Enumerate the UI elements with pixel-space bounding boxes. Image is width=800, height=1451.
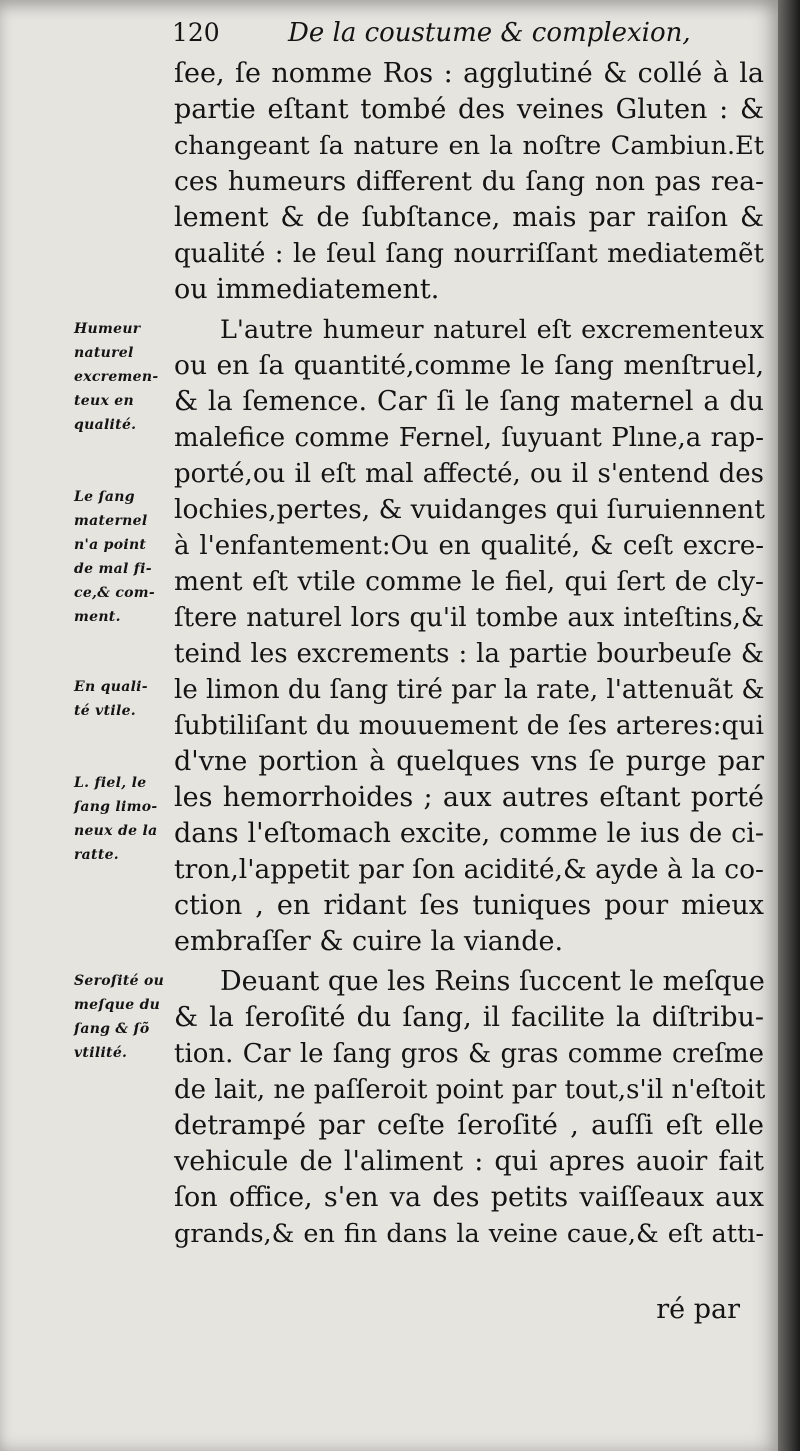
margin-note-line: neux de la [74, 823, 158, 839]
margin-note-line: Humeur [74, 321, 141, 337]
text-line: & la ſeroſité du ſang, il facilite la diſtribu- [174, 1002, 764, 1033]
text-line: tron,l'appetit par ſon acidité,& ayde à la co- [174, 854, 764, 885]
text-line: changeant ſa nature en la noſtre Cambiun.Et [174, 131, 764, 161]
text-line: partie eſtant tombé des veines Gluten : & [174, 94, 764, 125]
text-line: lement & de ſubſtance, mais par raiſon & [174, 202, 764, 233]
margin-note-line: excremen- [74, 369, 159, 385]
text-line: de lait, ne paſſeroit point par tout,s'il n'eſtoit [174, 1075, 766, 1105]
text-line: le limon du ſang tiré par la rate, l'attenuãt & [174, 675, 765, 705]
text-line: tion. Car le ſang gros & gras comme creſme [174, 1039, 764, 1069]
text-line: ou immediatement. [174, 274, 440, 305]
margin-note-line: n'a point [74, 537, 147, 553]
margin-note-line: vtilité. [74, 1045, 128, 1061]
text-line: d'vne portion à quelques vns ſe purge par [174, 746, 764, 777]
text-line: ſubtiliſant du mouuement de ſes arteres:qui [174, 710, 764, 741]
text-line: malefice comme Fernel, ſuyuant Plıne,a rap- [174, 423, 764, 453]
margin-note-line: teux en [74, 393, 134, 409]
text-line: lochies,pertes, & vuidanges qui ſuruiennent [174, 494, 765, 525]
text-line: & la ſemence. Car ſi le ſang maternel a du [174, 386, 764, 417]
text-line: vehicule de l'aliment : qui apres auoir fait [174, 1146, 764, 1177]
text-line: embraſſer & cuire la viande. [174, 926, 564, 957]
text-line: dans l'eſtomach excite, comme le ius de ci- [174, 818, 764, 849]
margin-note-line: ment. [74, 609, 121, 625]
text-line: detrampé par ceſte ſeroſité , auſſi eſt elle [174, 1110, 764, 1141]
margin-note-line: naturel [74, 345, 134, 361]
margin-note-line: ratte. [74, 847, 119, 863]
text-line: à l'enfantement:Ou en qualité, & ceſt excre- [174, 531, 764, 561]
margin-note-line: té vtile. [74, 703, 136, 719]
text-line: ſon office, s'en va des petits vaiſſeaux aux [174, 1182, 764, 1213]
margin-note-line: ſang & ſõ [74, 1021, 150, 1037]
text-line: ſee, ſe nomme Ros : agglutiné & collé à la [174, 58, 764, 89]
text-line: porté,ou il eſt mal affecté, ou il s'entend des [174, 459, 764, 489]
page-number: 120 [172, 18, 220, 47]
text-line: ces humeurs different du ſang non pas rea- [174, 166, 764, 197]
margin-note-line: meſque du [74, 997, 161, 1013]
text-line: ou en ſa quantité,comme le ſang menſtruel, [174, 350, 764, 381]
margin-note-line: ce,& com- [74, 585, 156, 601]
catchword: ré par [656, 1294, 740, 1325]
page-header [170, 18, 770, 54]
text-line: Deuant que les Reins ſuccent le meſque [220, 966, 765, 997]
text-line: ſtere naturel lors qu'il tombe aux inteſtins,& [174, 603, 764, 633]
text-line: teind les excrements : la partie bourbeuſe & [174, 639, 764, 669]
margin-note-line: Le ſang [74, 489, 135, 505]
text-line: les hemorrhoides ; aux autres eſtant porté [174, 782, 764, 813]
margin-note-line: Seroſité ou [74, 973, 165, 989]
running-title: De la coustume & complexion, [288, 18, 691, 48]
text-line: qualité : le ſeul ſang nourriſſant mediatemẽt [174, 239, 764, 269]
text-line: grands,& en fin dans la veine caue,& eſt attı- [174, 1219, 764, 1249]
margin-note-line: En quali- [74, 679, 148, 695]
text-line: ction , en ridant ſes tuniques pour mieux [174, 890, 764, 921]
margin-note-line: qualité. [74, 417, 137, 433]
book-spine-shadow [778, 0, 800, 1451]
text-line: L'autre humeur naturel eſt excrementeux [220, 315, 764, 345]
margin-note-line: de mal fi- [74, 561, 152, 577]
margin-note-line: ſang limo- [74, 799, 158, 815]
text-line: ment eſt vtile comme le fiel, qui ſert de cly- [174, 566, 764, 597]
margin-note-line: L. fiel, le [74, 775, 147, 791]
margin-note-line: maternel [74, 513, 148, 529]
